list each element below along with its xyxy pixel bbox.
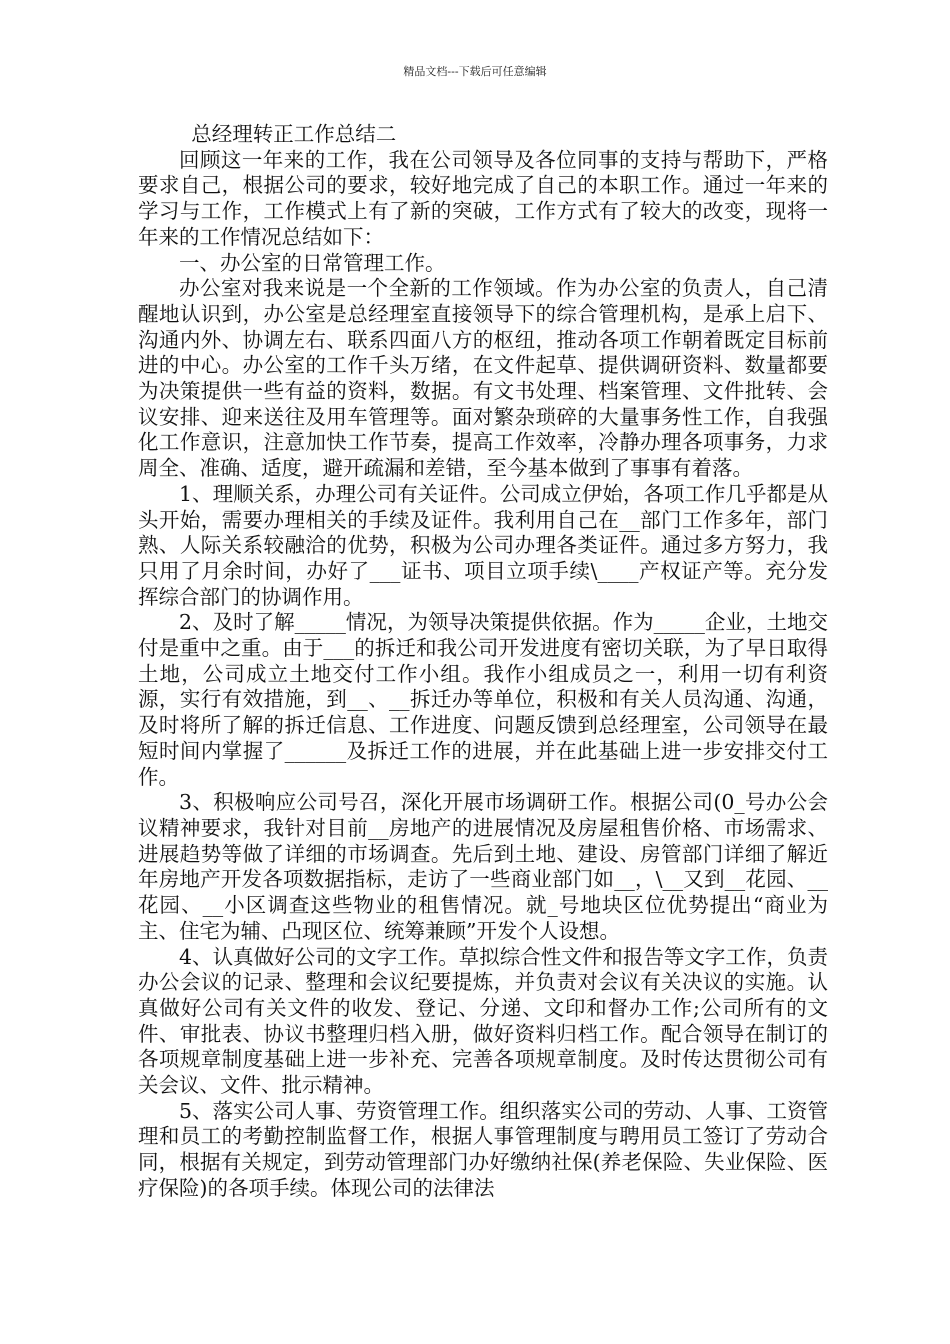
paragraph-item-2: 2、及时了解_____情况，为领导决策提供依据。作为_____企业，土地交付是重中之重。由于___的拆迁和我公司开发进度有密切关联，为了早日取得土地，公司成立土地交付工作小组。我作小组成员之一，利用一切有利资源，实行有效措施，到__、__拆迁办等单位，积极和有关人员沟通、沟通，及时将所了解的拆迁信息、工作进度、问题反馈到总经理室，公司领导在最短时间内掌握了______及拆迁工作的进展，并在此基础上进一步安排交付工作。 [138,610,828,789]
paragraph-item-1: 1、理顺关系，办理公司有关证件。公司成立伊始，各项工作几乎都是从头开始，需要办理相关的手续及证件。我利用自己在__部门工作多年，部门熟、人际关系较融洽的优势，积极为公司办理各类证件。通过多方努力，我只用了月余时间，办好了___证书、项目立项手续\____产权证产等。充分发挥综合部门的协调作用。 [138,481,828,609]
document-title: 总经理转正工作总结二 [191,122,397,146]
paragraph-item-3: 3、积极响应公司号召，深化开展市场调研工作。根据公司(0_号办公会议精神要求，我针对目前__房地产的进展情况及房屋租售价格、市场需求、进展趋势等做了详细的市场调查。先后到土地、建设、房管部门详细了解近年房地产开发各项数据指标，走访了一些商业部门如__，\__又到__花园、__花园、__小区调查这些物业的租售情况。就_号地块区位优势提出“商业为主、住宅为辅、凸现区位、统筹兼顾”开发个人设想。 [138,790,828,943]
paragraph-office-overview: 办公室对我来说是一个全新的工作领域。作为办公室的负责人，自己清醒地认识到，办公室是总经理室直接领导下的综合管理机构，是承上启下、沟通内外、协调左右、联系四面八方的枢纽，推动各项工作朝着既定目标前进的中心。办公室的工作千头万绪，在文件起草、提供调研资料、数量都要为决策提供一些有益的资料，数据。有文书处理、档案管理、文件批转、会议安排、迎来送往及用车管理等。面对繁杂琐碎的大量事务性工作，自我强化工作意识，注意加快工作节奏，提高工作效率，冷静办理各项事务，力求周全、准确、适度，避开疏漏和差错，至今基本做到了事事有着落。 [138,276,828,481]
document-body [138,122,828,1202]
section-heading-office-management: 一、办公室的日常管理工作。 [179,250,446,275]
paragraph-item-4: 4、认真做好公司的文字工作。草拟综合性文件和报告等文字工作，负责办公会议的记录、整理和会议纪要提炼，并负责对会议有关决议的实施。认真做好公司有关文件的收发、登记、分递、文印和督办工作;公司所有的文件、审批表、协议书整理归档入册，做好资料归档工作。配合领导在制订的各项规章制度基础上进一步补充、完善各项规章制度。及时传达贯彻公司有关会议、文件、批示精神。 [138,944,828,1098]
paragraph-item-5: 5、落实公司人事、劳资管理工作。组织落实公司的劳动、人事、工资管理和员工的考勤控制监督工作，根据人事管理制度与聘用员工签订了劳动合同，根据有关规定，到劳动管理部门办好缴纳社保(养老保险、失业保险、医疗保险)的各项手续。体现公司的法律法 [138,1098,828,1200]
page-header: 精品文档---下载后可任意编辑 [403,65,547,78]
paragraph-intro: 回顾这一年来的工作，我在公司领导及各位同事的支持与帮助下，严格要求自己，根据公司的要求，较好地完成了自己的本职工作。通过一年来的学习与工作，工作模式上有了新的突破，工作方式有了较大的改变，现将一年来的工作情况总结如下： [138,147,828,249]
